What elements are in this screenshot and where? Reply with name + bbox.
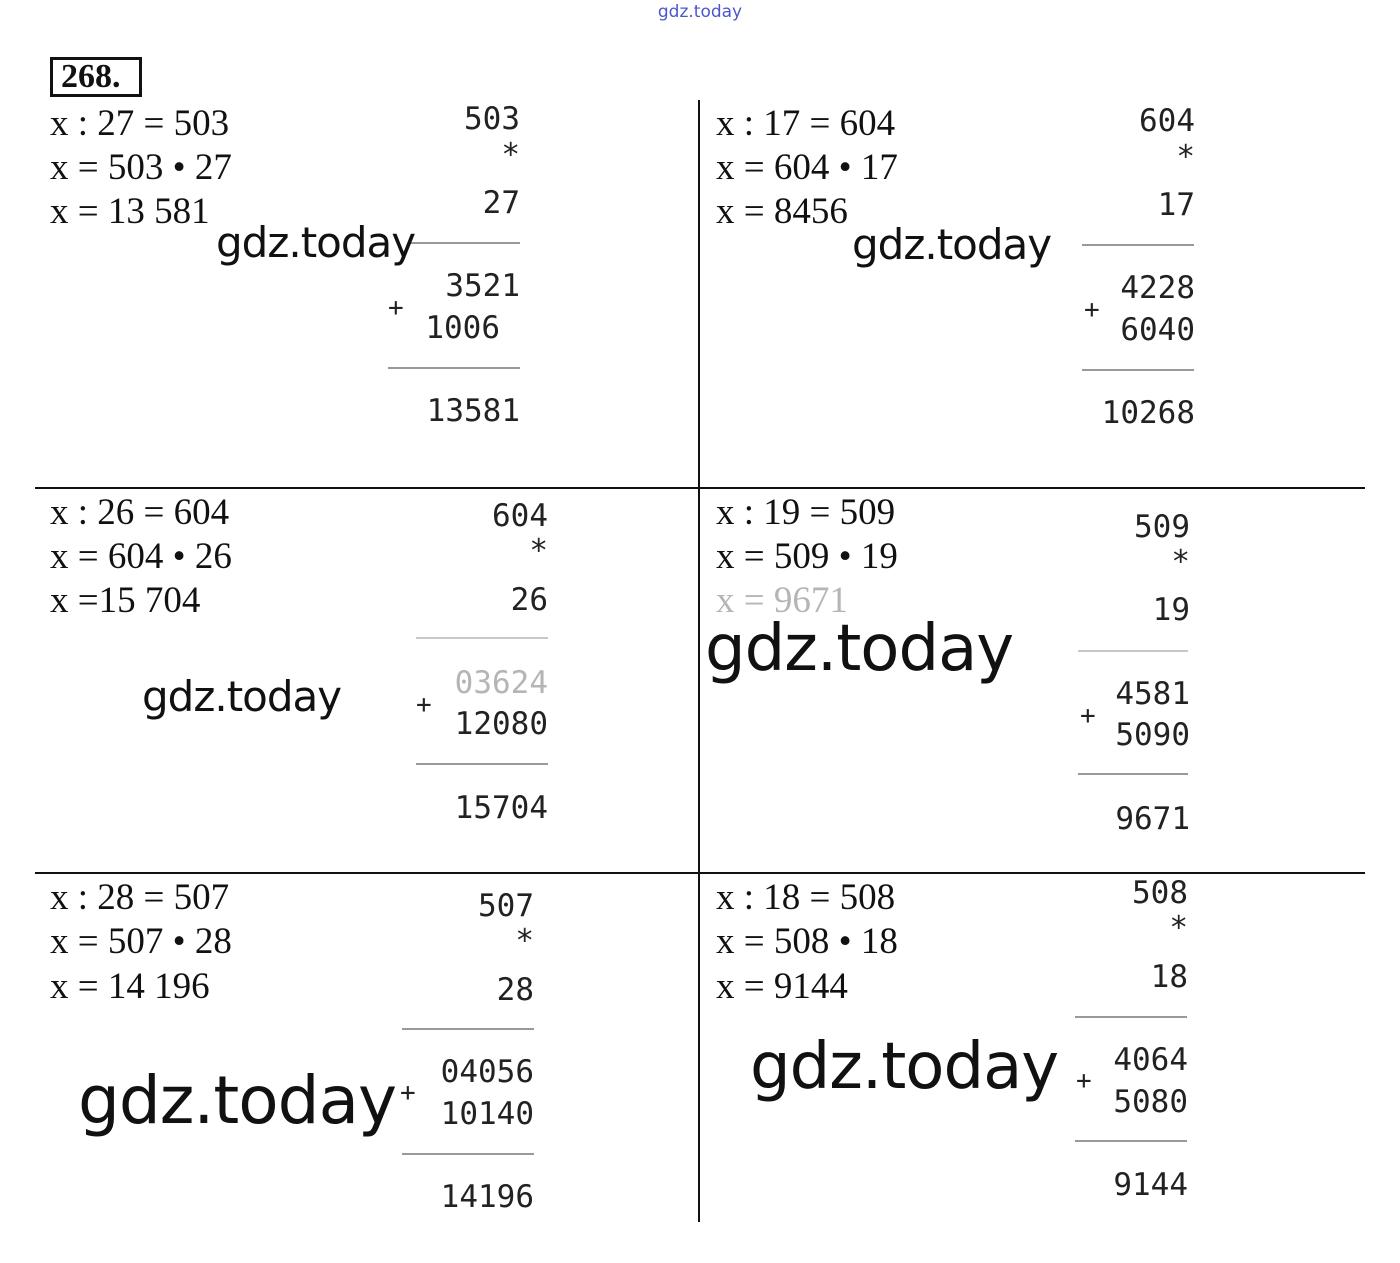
- equation-line: x = 8456: [716, 191, 848, 232]
- equation-line: x = 14 196: [50, 966, 210, 1007]
- plus-sign: +: [400, 1078, 416, 1108]
- equation-line: x =15 704: [50, 580, 201, 621]
- multiplier: 27: [482, 185, 520, 221]
- equation-line: x = 604 • 17: [716, 147, 898, 188]
- watermark: gdz.today: [142, 672, 342, 721]
- multiplier: 18: [1150, 959, 1188, 995]
- watermark: gdz.today: [750, 1030, 1059, 1104]
- product-result: 13581: [426, 393, 520, 429]
- watermark: gdz.today: [852, 220, 1052, 269]
- divider-vertical: [698, 100, 700, 1222]
- multiply-sign: *: [501, 137, 520, 173]
- equation-line: x : 18 = 508: [716, 877, 896, 918]
- equation-line: x = 9144: [716, 966, 848, 1007]
- equation-line: x = 604 • 26: [50, 536, 232, 577]
- plus-sign: +: [1076, 1066, 1092, 1096]
- product-result: 14196: [440, 1179, 534, 1215]
- partial-product: 12080: [454, 706, 548, 742]
- partial-product: 4581: [1115, 676, 1190, 712]
- multiplicand: 508: [1132, 875, 1188, 911]
- multiply-sign: *: [1169, 910, 1188, 946]
- multiplier: 26: [510, 582, 548, 618]
- partial-product: 4228: [1120, 270, 1195, 306]
- equation-line: x : 17 = 604: [716, 103, 896, 144]
- watermark: gdz.today: [216, 218, 416, 267]
- rule-line: [402, 1153, 534, 1155]
- partial-product: 1006: [425, 310, 500, 346]
- equation-line: x = 503 • 27: [50, 147, 232, 188]
- rule-line: [388, 367, 520, 369]
- equation-line: x : 19 = 509: [716, 492, 896, 533]
- product-result: 9671: [1115, 801, 1190, 837]
- multiplier: 28: [496, 972, 534, 1008]
- equation-line: x = 509 • 19: [716, 536, 898, 577]
- equation-line: x = 9671: [716, 580, 848, 621]
- partial-product: 6040: [1120, 312, 1195, 348]
- rule-line: [410, 242, 520, 244]
- partial-product: 10140: [440, 1096, 534, 1132]
- multiply-sign: *: [515, 923, 534, 959]
- rule-line: [1082, 369, 1194, 371]
- multiply-sign: *: [1176, 139, 1195, 175]
- multiply-sign: *: [529, 533, 548, 569]
- multiplier: 17: [1157, 187, 1195, 223]
- rule-line: [1082, 244, 1194, 246]
- watermark: gdz.today: [705, 612, 1014, 686]
- equation-line: x : 27 = 503: [50, 103, 230, 144]
- partial-product: 5080: [1113, 1084, 1188, 1120]
- equation-line: x = 508 • 18: [716, 921, 898, 962]
- partial-product: 3521: [445, 268, 520, 304]
- equation-line: x = 13 581: [50, 191, 210, 232]
- multiplicand: 509: [1134, 509, 1190, 545]
- product-result: 15704: [454, 790, 548, 826]
- exercise-number: 268.: [50, 57, 142, 97]
- partial-product: 4064: [1113, 1042, 1188, 1078]
- watermark: gdz.today: [78, 1062, 397, 1139]
- plus-sign: +: [388, 293, 404, 323]
- multiplicand: 604: [1139, 103, 1195, 139]
- partial-product: 5090: [1115, 717, 1190, 753]
- multiplier: 19: [1152, 592, 1190, 628]
- partial-product: 04056: [440, 1054, 534, 1090]
- equation-line: x : 26 = 604: [50, 492, 230, 533]
- rule-line: [1078, 650, 1188, 652]
- equation-line: x = 507 • 28: [50, 921, 232, 962]
- rule-line: [1075, 1140, 1187, 1142]
- equation-line: x : 28 = 507: [50, 877, 230, 918]
- multiplicand: 604: [492, 498, 548, 534]
- product-result: 10268: [1101, 395, 1195, 431]
- plus-sign: +: [1080, 701, 1096, 731]
- plus-sign: +: [416, 690, 432, 720]
- rule-line: [402, 1028, 534, 1030]
- site-watermark: gdz.today: [657, 2, 743, 22]
- rule-line: [416, 637, 548, 639]
- divider-horizontal-1: [35, 487, 1365, 489]
- plus-sign: +: [1084, 295, 1100, 325]
- partial-product: 03624: [454, 665, 548, 701]
- rule-line: [1078, 773, 1188, 775]
- multiplicand: 503: [464, 101, 520, 137]
- rule-line: [1075, 1016, 1187, 1018]
- product-result: 9144: [1113, 1167, 1188, 1203]
- multiply-sign: *: [1171, 544, 1190, 580]
- rule-line: [416, 763, 548, 765]
- multiplicand: 507: [478, 888, 534, 924]
- divider-horizontal-2: [35, 872, 1365, 874]
